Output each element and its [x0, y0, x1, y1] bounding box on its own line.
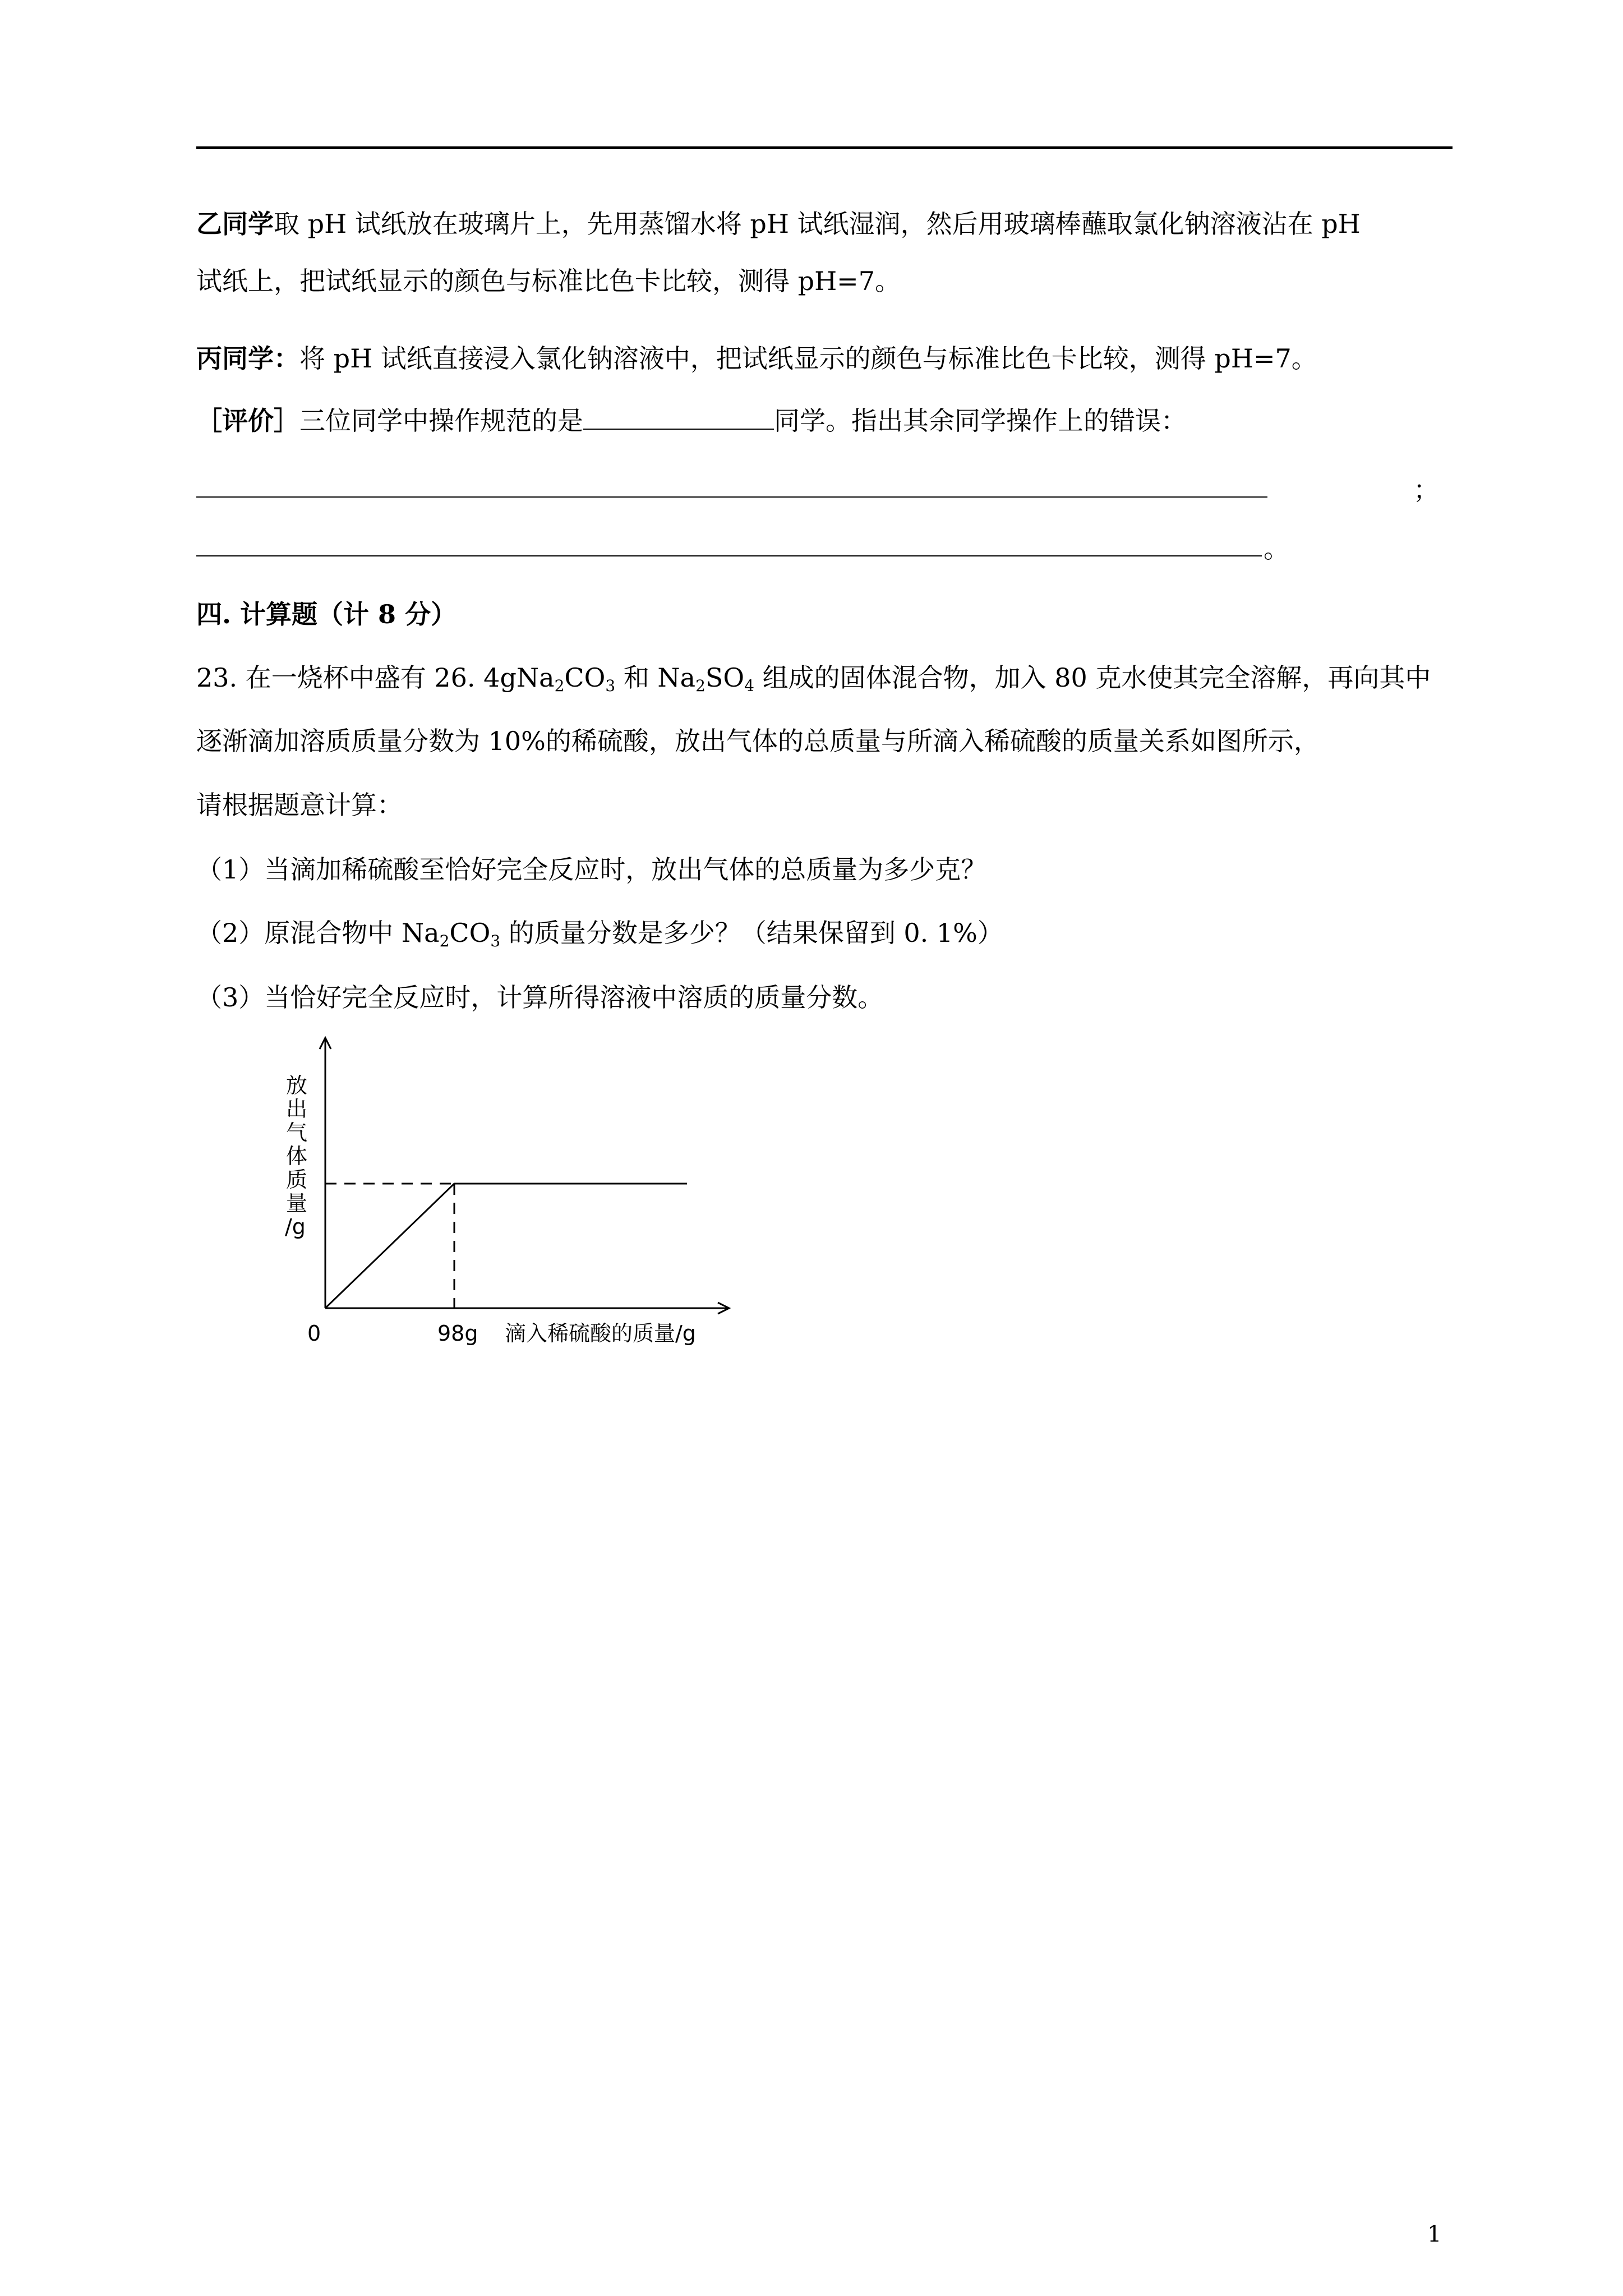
question-23-line2: 逐渐滴加溶质质量分数为 10%的稀硫酸，放出气体的总质量与所滴入稀硫酸的质量关系如图所示， [196, 726, 1320, 756]
y-axis-label-char: 质 [286, 1167, 308, 1192]
question-23-line3: 请根据题意计算： [196, 790, 403, 820]
student-b-text: 取 pH 试纸放在玻璃片上，先用蒸馏水将 pH 试纸湿润，然后用玻璃棒蘸取氯化钠溶液沾在 pH [274, 209, 1361, 239]
question-23-part1: （1）当滴加稀硫酸至恰好完全反应时，放出气体的总质量为多少克？ [196, 854, 987, 885]
answer-blank-2[interactable] [196, 555, 1262, 556]
page-number: 1 [1427, 2221, 1442, 2247]
paragraph-student-b-line2: 试纸上，把试纸显示的颜色与标准比色卡比较，测得 pH=7。 [196, 266, 901, 296]
answer-blank-1[interactable] [196, 496, 1267, 498]
header-rule [196, 146, 1453, 149]
question-23-line1 [196, 662, 1431, 695]
q23-p2-text-a: （2）原混合物中 Na [196, 918, 440, 948]
evaluation-label: ［评价］ [196, 406, 299, 436]
student-c-label: 丙同学： [196, 343, 299, 374]
x-tick-label: 98g [437, 1321, 478, 1346]
q23-subscript: 4 [744, 677, 754, 695]
evaluation-line [196, 407, 1187, 434]
q23-text-d: SO [705, 662, 745, 693]
student-b-label: 乙同学 [196, 209, 274, 239]
y-axis-label-char: 出 [286, 1097, 308, 1121]
q23-text-a: 23. 在一烧杯中盛有 26. 4gNa [196, 662, 555, 693]
answer-blank-2-period: 。 [1264, 533, 1289, 564]
q23-p2-text-c: 的质量分数是多少？（结果保留到 0. 1%） [500, 918, 1003, 948]
q23-p2-subscript: 3 [490, 932, 501, 950]
question-23-part3: （3）当恰好完全反应时，计算所得溶液中溶质的质量分数。 [196, 982, 884, 1013]
evaluation-blank[interactable] [583, 407, 774, 430]
y-axis-label-char: 放 [286, 1073, 308, 1098]
y-axis-label-char: 量 [286, 1191, 308, 1216]
y-axis-label-unit: /g [285, 1214, 306, 1239]
reaction-line [325, 1184, 454, 1308]
student-c-text: 将 pH 试纸直接浸入氯化钠溶液中，把试纸显示的颜色与标准比色卡比较，测得 pH=7。 [299, 343, 1317, 374]
y-axis-label-char: 气 [286, 1120, 308, 1145]
evaluation-post-text: 同学。指出其余同学操作上的错误： [774, 406, 1187, 436]
gas-mass-graph [269, 1027, 774, 1363]
x-axis-label: 滴入稀硫酸的质量/g [505, 1321, 696, 1346]
q23-text-c: 和 Na [615, 662, 696, 693]
y-axis-label-char: 体 [286, 1144, 308, 1168]
answer-blank-1-semicolon: ； [1413, 475, 1439, 505]
evaluation-pre-text: 三位同学中操作规范的是 [299, 406, 583, 436]
q23-subscript: 2 [554, 677, 565, 695]
q23-p2-subscript: 2 [439, 932, 450, 950]
paragraph-student-c [196, 343, 1317, 374]
origin-label: 0 [307, 1321, 321, 1346]
q23-subscript: 2 [695, 677, 706, 695]
q23-text-b: CO [564, 662, 606, 693]
section-title: 四. 计算题（计 8 分） [196, 599, 457, 629]
paragraph-student-b-line1 [196, 211, 1361, 237]
q23-p2-text-b: CO [449, 918, 491, 948]
q23-subscript: 3 [605, 677, 616, 695]
question-23-part2 [196, 918, 1003, 950]
q23-text-e: 组成的固体混合物，加入 80 克水使其完全溶解，再向其中 [754, 662, 1431, 693]
